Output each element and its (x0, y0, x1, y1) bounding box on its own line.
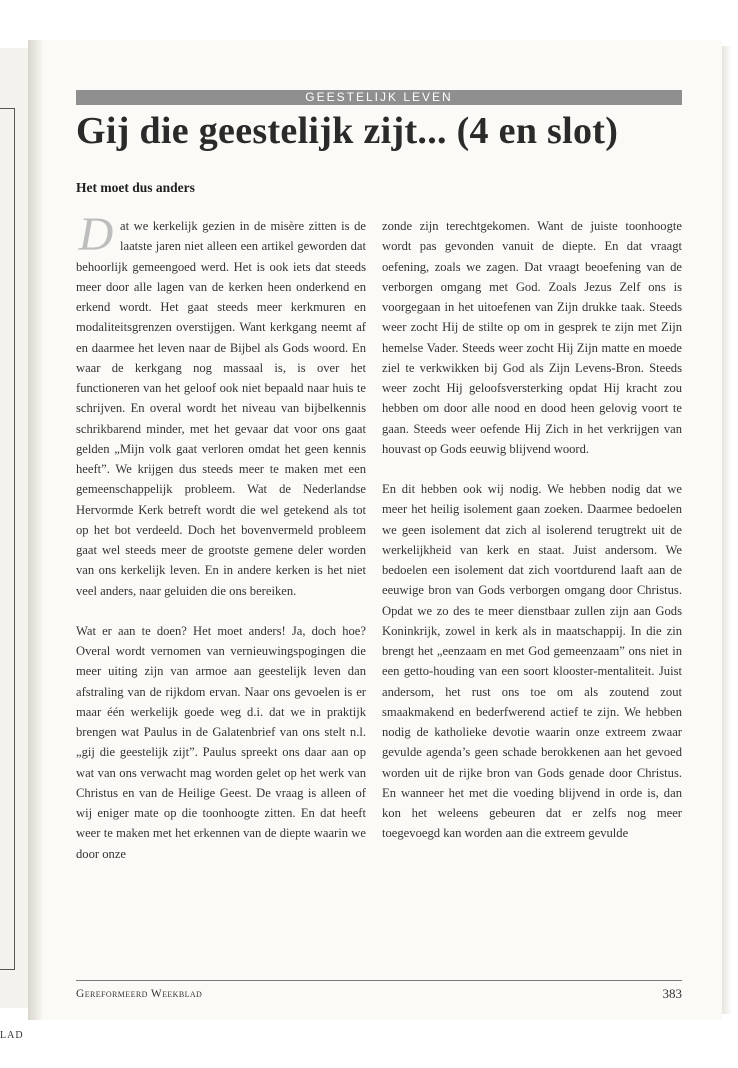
left-column (76, 208, 366, 864)
previous-page-footer-fragment: LAD (0, 1030, 24, 1041)
page-edge-shadow (722, 46, 732, 1014)
article-title: Gij die geestelijk zijt... (4 en slot) (76, 110, 619, 152)
book-gutter (28, 40, 42, 1020)
right-column (382, 216, 682, 844)
publication-name: Gereformeerd Weekblad (76, 988, 203, 1000)
right-paragraph-1: zonde zijn terechtgekomen. Want de juiste toonhoogte wordt pas gevonden vanuit de diepte. En dat vraagt oefening, zoals we zagen. Dat vraagt beoefening van de verborgen omgang met God. Zoals Jezus Zelf ons is voorgegaan in het uitoefenen van Zijn drukke taak. Steeds weer zocht Hij de stilte op om in gesprek te zijn met Zijn hemelse Vader. Steeds weer zocht Hij Zijn matte en moede ziel te verkwikken bij God als Zijn Levens-Bron. Steeds weer zocht Hij geloofsversterking opdat Hij kracht zou hebben om door alle nood en dood heen gelovig voort te gaan. Steeds weer oefende Hij Zich in het verkrijgen van houvast op Gods eeuwig blijvend woord. (382, 219, 682, 456)
right-paragraph-2: En dit hebben ook wij nodig. We hebben nodig dat we meer het heilig isolement gaan zoeken. Daarmee bedoelen we geen isolement dat zich al isolerend terugtrekt uit de werkelijkheid van kerk en staat. Juist andersom. We bedoelen een isolement dat zich voortdurend laaft aan de eeuwige bron van Gods verborgen omgang door Christus. Opdat we zo des te meer dienstbaar zullen zijn aan Gods Koninkrijk, zowel in kerk als in maatschappij. In die zin brengt het „eenzaam en met God gemeenzaam” ons niet in een getto-houding van een soort klooster-mentaliteit. Juist andersom, het rust ons toe om als zoutend zout smaakmakend en bederfwerend actief te zijn. We hebben nodig de katholieke devotie waarin onze extreem zwaar gevulde agenda’s geen schade berokkenen aan het gevoed worden uit de rijke bron van Gods genade door Christus. En wanneer het met die voeding blijvend in orde is, dan kon het weleens gebeuren dat er zelfs nog meer toegevoegd kan worden aan die extreem gevulde (382, 482, 682, 841)
page-number: 383 (662, 986, 682, 1001)
section-label: GEESTELIJK LEVEN (76, 90, 682, 105)
drop-cap: D (78, 208, 114, 261)
left-paragraph-1-text: at we kerkelijk gezien in de misère zitten is de laatste jaren niet alleen een artikel geworden dat behoorlijk gemeengoed werd. Het is ook iets dat steeds meer door alle lagen van de kerken heen onderkend en erkend wordt. Het gaat steeds meer kerkmuren en modaliteitsgrenzen overstijgen. Want kerkgang neemt af en daarmee het leven naar de Bijbel als Gods woord. En waar de kerkgang nog massaal is, is over het functioneren van het geloof ook niet bepaald naar huis te schrijven. En overal wordt het niveau van bijbelkennis schrikbarend minder, met het gevaar dat voor ons gaat gelden „Mijn volk gaat verloren omdat het geen kennis heeft”. We krijgen dus steeds meer te maken met een gemeenschappelijk probleem. Wat de Nederlandse Hervormde Kerk betreft wordt die wel getekend als tot op het bot verdeeld. Doch het bovenvermeld probleem gaat wel steeds meer de grootste gemene deler worden van ons kerkelijk leven. En in andere kerken is het niet veel anders, naar geluiden die ons bereiken. (76, 219, 366, 598)
article-subheading: Het moet dus anders (76, 180, 195, 195)
magazine-page (42, 40, 722, 1020)
previous-page-edge (0, 48, 29, 1041)
left-paragraph-2: Wat er aan te doen? Het moet anders! Ja, doch hoe? Overal wordt vernomen van vernieuwingspogingen die meer uiting zijn van armoe aan geestelijk leven dan afstraling van de rijkdom ervan. Naar ons gevoelen is er maar één werkelijk goede weg d.i. dat we in praktijk brengen wat Paulus in de Galatenbrief van ons stelt n.l. „gij die geestelijk zijt”. Paulus spreekt ons daar aan op wat van ons verwacht mag worden gelet op het werk van Christus en van de Heilige Geest. De vraag is alleen of wij eniger mate op die toonhoogte zitten. En dat heeft weer te maken met het erkennen van de diepte waarin we door onze (76, 623, 366, 861)
left-paragraph-1 (76, 208, 366, 601)
previous-page-frame (0, 108, 15, 970)
footer-rule (76, 980, 682, 981)
